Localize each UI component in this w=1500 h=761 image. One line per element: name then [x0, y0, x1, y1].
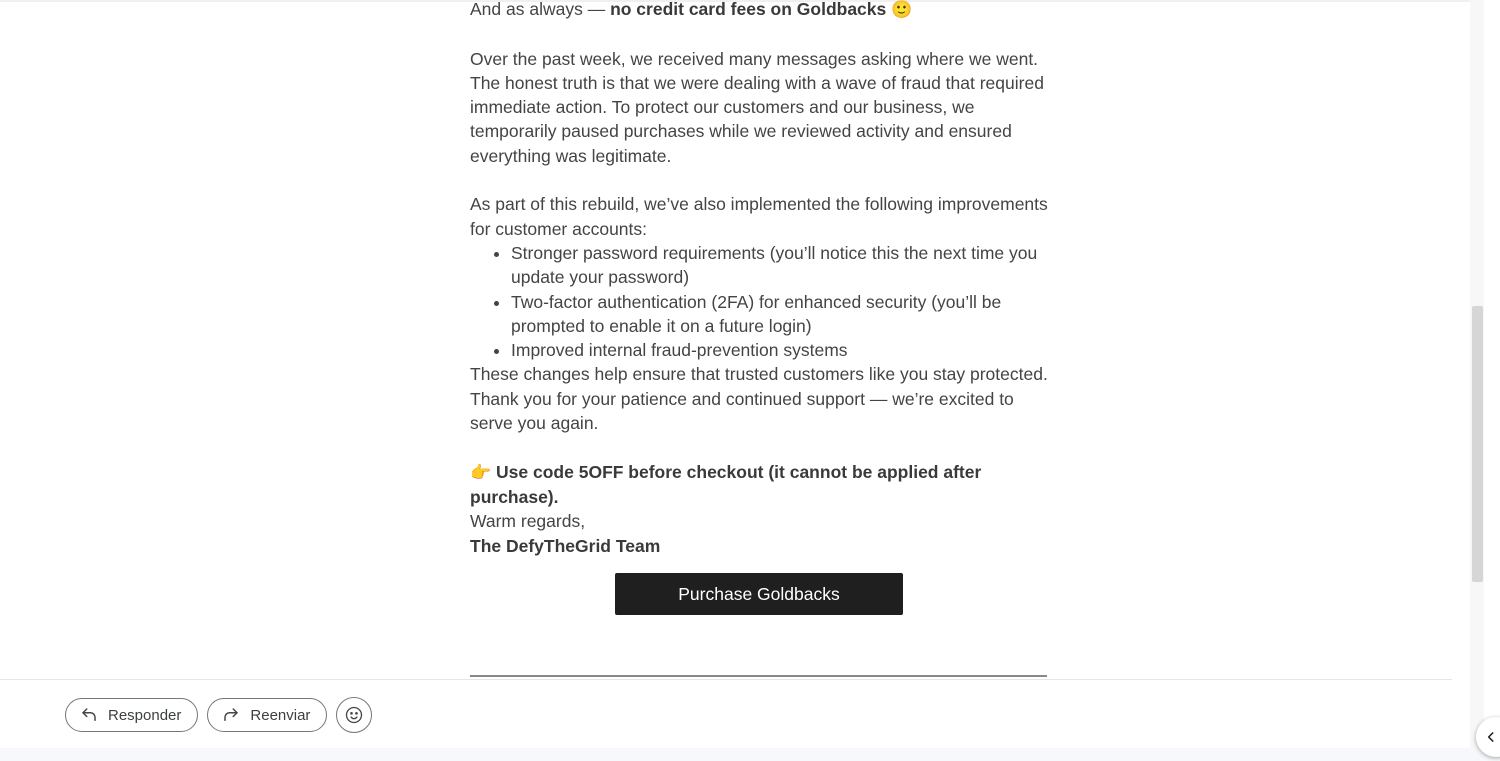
reply-arrow-icon	[80, 706, 98, 724]
email-body	[470, 0, 1050, 558]
list-item: • Improved internal fraud-prevention systems	[511, 338, 1050, 362]
footer-separator	[0, 679, 1452, 680]
email-divider	[470, 675, 1047, 677]
no-fees-prefix: And as always —	[470, 0, 611, 19]
list-item: • Two-factor authentication (2FA) for enhanced security (you’ll be prompted to enable it on a future login)	[511, 290, 1050, 339]
bottom-band	[0, 748, 1500, 761]
reply-label: Responder	[108, 706, 182, 724]
improvements-list	[470, 241, 1050, 362]
reply-button[interactable]	[65, 698, 198, 732]
list-item: • Stronger password requirements (you’ll notice this the next time you update your password)	[511, 241, 1050, 290]
signature: The DefyTheGrid Team	[470, 535, 661, 556]
chevron-left-icon	[1484, 730, 1498, 744]
emoji-reaction-button[interactable]	[336, 697, 372, 733]
discount-code-line	[470, 460, 1050, 510]
no-fees-bold: no credit card fees on Goldbacks	[610, 0, 887, 19]
scrollbar-thumb[interactable]	[1472, 306, 1483, 582]
pointing-hand-emoji-icon: 👉	[470, 462, 492, 483]
paragraph-improvements-intro: As part of this rebuild, we’ve also implemented the following improvements for customer accounts:	[470, 194, 1048, 239]
forward-arrow-icon	[222, 706, 240, 724]
smile-emoji-icon: 🙂	[891, 0, 913, 20]
smiley-face-icon	[344, 705, 364, 725]
forward-button[interactable]	[207, 698, 327, 732]
message-actions	[65, 697, 372, 733]
no-fees-line	[470, 0, 1050, 22]
discount-code-text: Use code 5OFF before checkout (it cannot be applied after purchase).	[470, 461, 982, 507]
paragraph-fraud-explanation: Over the past week, we received many messages asking where we went. The honest truth is that we were dealing with a wave of fraud that required immediate action. To protect our customers and our business, we temporarily paused purchases while we reviewed activity and ensured everything was legitimate.	[470, 48, 1044, 166]
forward-label: Reenviar	[250, 706, 311, 724]
purchase-goldbacks-button[interactable]: Purchase Goldbacks	[615, 573, 903, 615]
paragraph-thanks: These changes help ensure that trusted customers like you stay protected. Thank you for your patience and continued support — we’re excited to serve you again.	[470, 364, 1048, 434]
closing-text: Warm regards,	[470, 511, 586, 532]
